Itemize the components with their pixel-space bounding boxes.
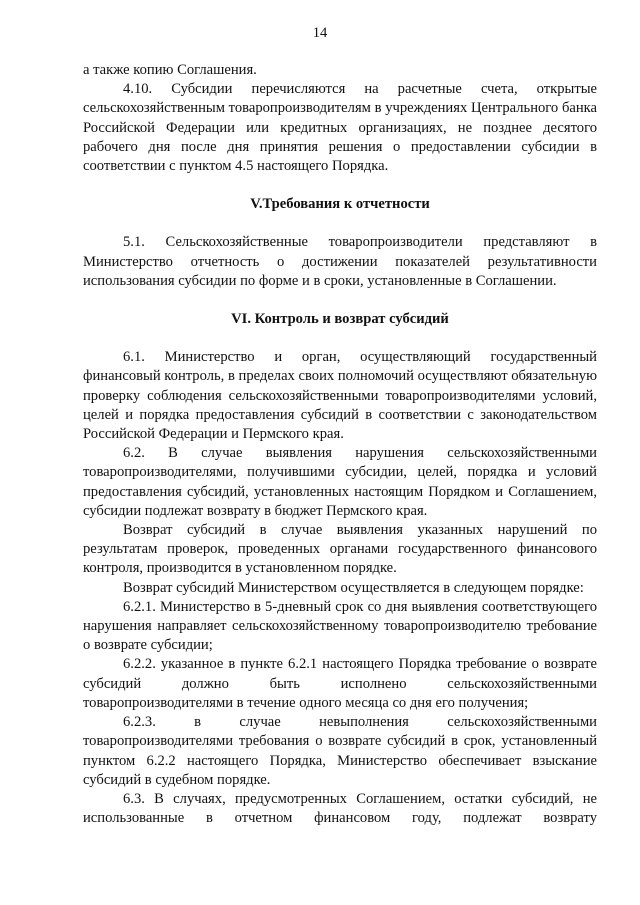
paragraph-6-2-3: 6.2.3. в случае невыполнения сельскохозяйственными товаропроизводителями требования о возврате субсидий в срок, установленный пунктом 6.2.2 настоящего Порядка, Министерство обеспечивает взыскание субсидий в судебном порядке. bbox=[83, 714, 597, 788]
paragraph-6-2-order: Возврат субсидий Министерством осуществляется в следующем порядке: bbox=[123, 579, 584, 596]
paragraph-6-2-1: 6.2.1. Министерство в 5-дневный срок со дня выявления соответствующего нарушения направляет сельскохозяйственному товаропроизводителю требование о возврате субсидии; bbox=[83, 598, 597, 654]
paragraph-6-2: 6.2. В случае выявления нарушения сельскохозяйственными товаропроизводителями, получившими субсидии, целей, порядка и условий предоставления субсидий, установленных настоящим Порядком и Соглашением, субсидии подлежат возврату в бюджет Пермского края. bbox=[83, 445, 597, 519]
paragraph-6-1: 6.1. Министерство и орган, осуществляющий государственный финансовый контроль, в пределах своих полномочий осуществляют обязательную проверку соблюдения сельскохозяйственными товаропроизводителями условий, целей и порядка предоставления субсидий в соответствии с законодательством Российской Федерации и Пермского края. bbox=[83, 349, 597, 443]
page-number: 14 bbox=[312, 25, 328, 41]
paragraph-continuation: а также копию Соглашения. bbox=[83, 62, 257, 78]
section-6-heading: VI. Контроль и возврат субсидий bbox=[231, 311, 449, 328]
paragraph-5-1: 5.1. Сельскохозяйственные товаропроизводители представляют в Министерство отчетность о достижении показателей результативности использования субсидии по форме и в сроки, установленные в Соглашении. bbox=[83, 234, 597, 289]
paragraph-4-10: 4.10. Субсидии перечисляются на расчетные счета, открытые сельскохозяйственным товаропроизводителям в учреждениях Центрального банка Российской Федерации или кредитных организациях, не позднее десятого рабочего дня после дня принятия решения о предоставлении субсидии в соответствии с пунктом 4.5 настоящего Порядка. bbox=[83, 81, 597, 175]
paragraph-6-2-return: Возврат субсидий в случае выявления указанных нарушений по результатам проверок, проведенных органами государственного финансового контроля, производится в установленном порядке. bbox=[83, 522, 597, 577]
paragraph-6-2-2: 6.2.2. указанное в пункте 6.2.1 настоящего Порядка требование о возврате субсидий должно быть исполнено сельскохозяйственными товаропроизводителями в течение одного месяца со дня его получения; bbox=[83, 656, 597, 711]
section-5-heading: V.Требования к отчетности bbox=[250, 196, 430, 213]
document-body bbox=[83, 61, 597, 828]
paragraph-6-3: 6.3. В случаях, предусмотренных Соглашением, остатки субсидий, не использованные в отчетном финансовом году, подлежат возврату bbox=[83, 790, 597, 827]
